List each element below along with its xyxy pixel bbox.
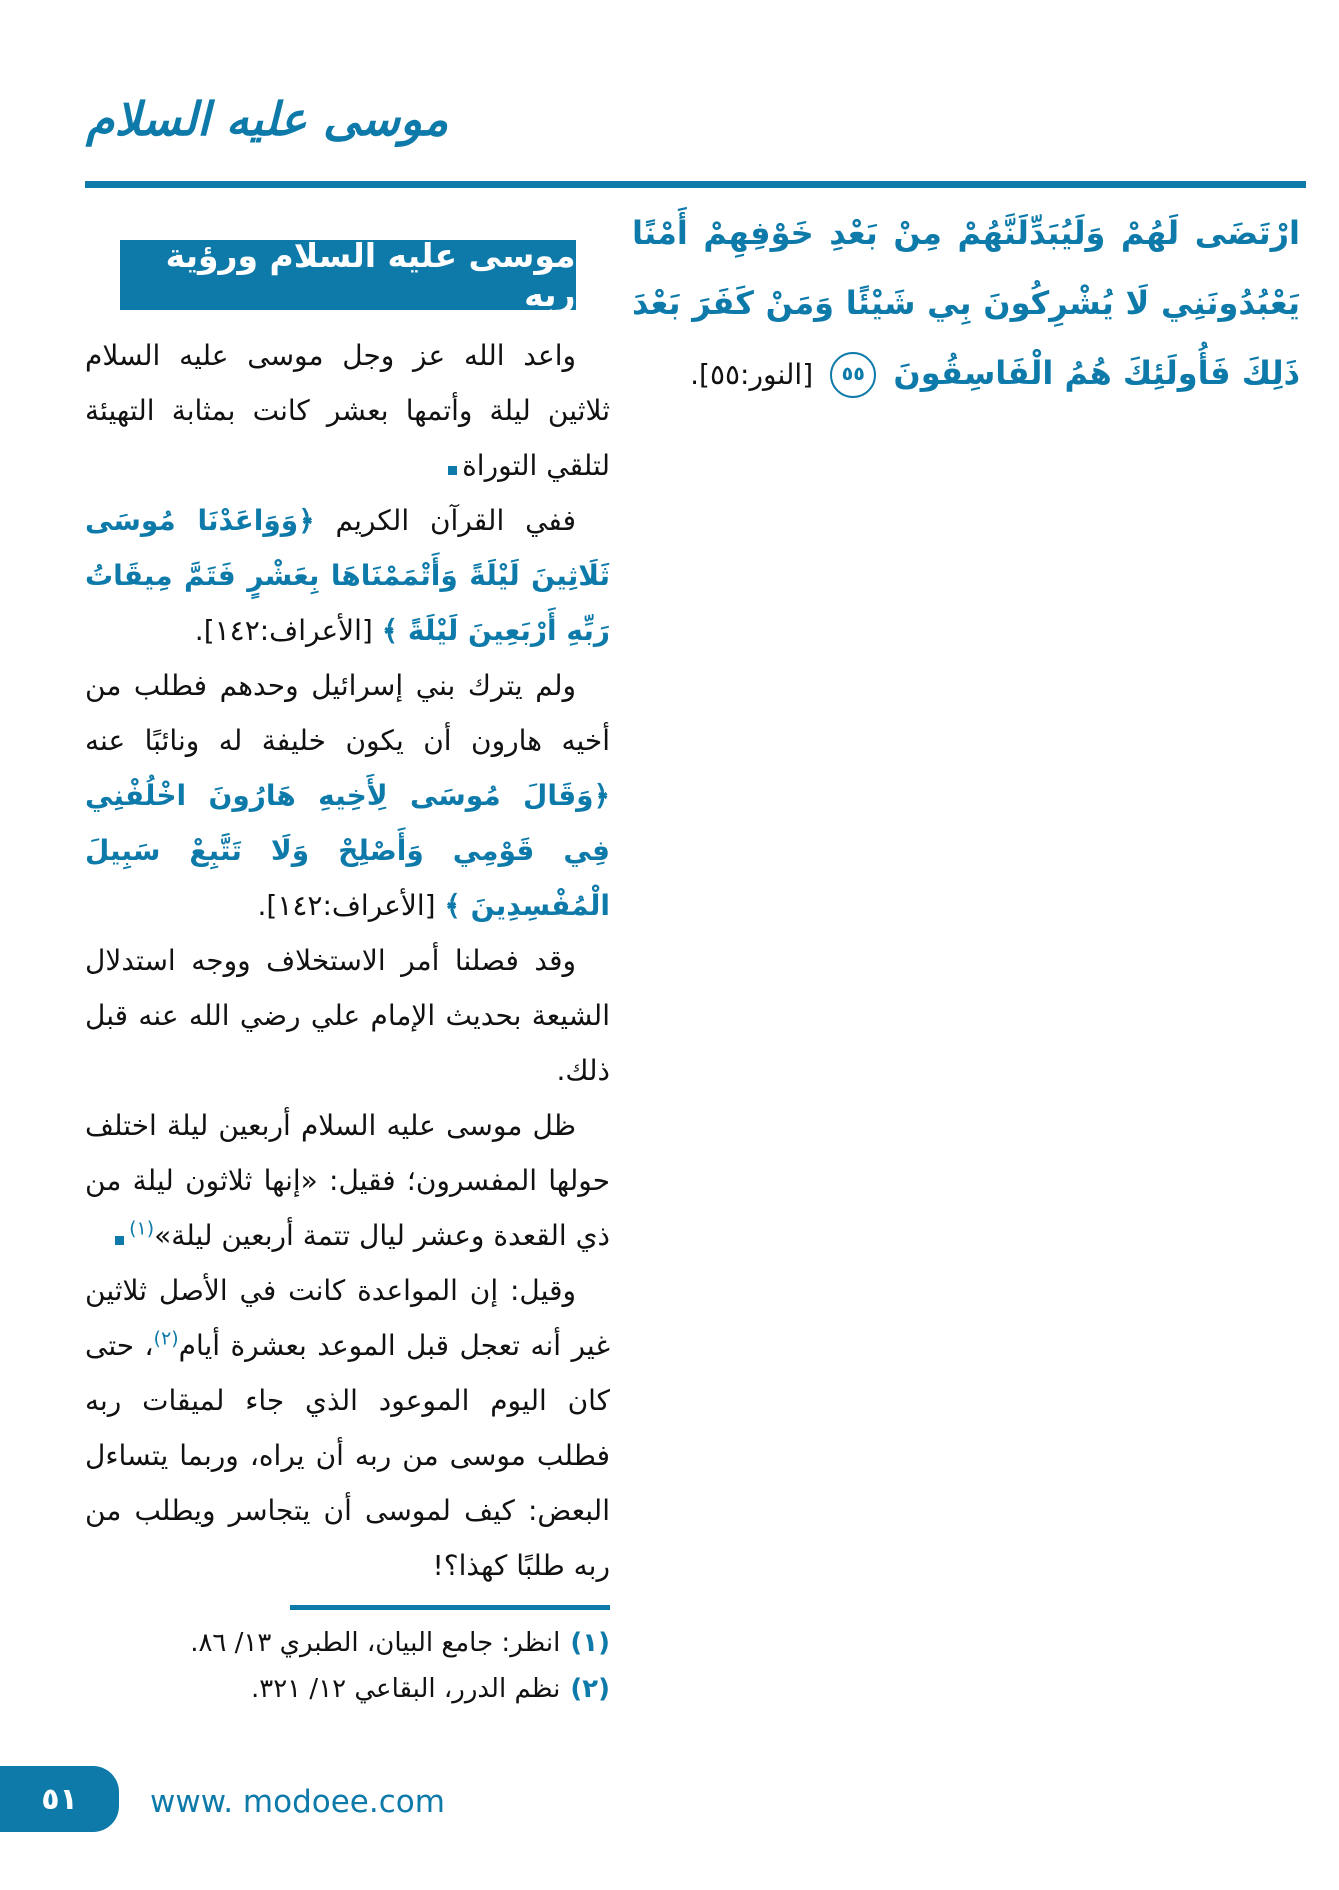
- quran-quote: ﴿وَقَالَ مُوسَى لِأَخِيهِ هَارُونَ اخْلُفْنِي فِي قَوْمِي وَأَصْلِحْ وَلَا تَتَّبِعْ سَبِيلَ الْمُفْسِدِينَ ﴾: [85, 779, 610, 922]
- paragraph-4-text: وقد فصلنا أمر الاستخلاف ووجه استدلال الشيعة بحديث الإمام علي رضي الله عنه قبل ذلك.: [85, 944, 610, 1087]
- ayah-number-badge: ٥٥: [830, 352, 876, 398]
- paragraph-3: [85, 658, 610, 933]
- blue-square-period: [448, 466, 457, 475]
- quran-verse-text: ارْتَضَى لَهُمْ وَلَيُبَدِّلَنَّهُمْ مِنْ بَعْدِ خَوْفِهِمْ أَمْنًا يَعْبُدُونَنِي لَا يُشْرِكُونَ بِي شَيْئًا وَمَنْ كَفَرَ بَعْدَ ذَلِكَ فَأُولَئِكَ هُمُ الْفَاسِقُونَ: [632, 214, 1300, 392]
- footnote-text: نظم الدرر، البقاعي ١٢/ ٣٢١.: [250, 1674, 561, 1704]
- page-number: ٥١: [41, 1781, 78, 1817]
- quran-verse-continuation: [632, 198, 1300, 410]
- section-title: موسى عليه السلام ورؤية ربه: [165, 236, 576, 314]
- site-url: www. modoee.com: [150, 1784, 445, 1820]
- paragraph-1: [85, 328, 610, 493]
- paragraph-1-text: واعد الله عز وجل موسى عليه السلام ثلاثين ليلة وأتمها بعشر كانت بمثابة التهيئة لتلقي التوراة: [85, 339, 610, 482]
- quote-reference: [الأعراف:١٤٢].: [257, 889, 445, 922]
- paragraph-2-intro: ففي القرآن الكريم: [314, 504, 576, 537]
- footnote-number: (١): [570, 1628, 610, 1658]
- paragraph-6: [85, 1263, 610, 1593]
- verse-reference: [النور:٥٥].: [690, 358, 814, 391]
- footnote-item: [85, 1666, 610, 1712]
- footnote-item: [85, 1620, 610, 1666]
- quote-reference: [الأعراف:١٤٢].: [194, 614, 382, 647]
- footnote-separator: [290, 1605, 610, 1610]
- paragraph-3-text: ولم يترك بني إسرائيل وحدهم فطلب من أخيه هارون أن يكون خليفة له ونائبًا عنه: [85, 669, 610, 757]
- footnote-number: (٢): [570, 1674, 610, 1704]
- paragraph-6-text-after: ، حتى كان اليوم الموعود الذي جاء لميقات ربه فطلب موسى من ربه أن يراه، وربما يتساءل البعض: كيف لموسى أن يتجاسر ويطلب من ربه طلبًا كهذا؟!: [85, 1329, 610, 1582]
- paragraph-5: [85, 1098, 610, 1263]
- paragraph-2: [85, 493, 610, 658]
- blue-square-period: [115, 1236, 124, 1245]
- footnotes-block: [85, 1620, 610, 1712]
- page-number-tab: [0, 1766, 119, 1832]
- section-header-box: [120, 236, 576, 314]
- header-rule: [85, 181, 1306, 188]
- main-text-column: [85, 236, 610, 1712]
- running-head-calligraphy: موسى عليه السلام: [86, 92, 449, 146]
- footnote-text: انظر: جامع البيان، الطبري ١٣/ ٨٦.: [190, 1628, 561, 1658]
- paragraph-4: [85, 933, 610, 1098]
- paragraph-5-text: ظل موسى عليه السلام أربعين ليلة اختلف حولها المفسرون؛ فقيل: «إنها ثلاثون ليلة من ذي القعدة وعشر ليال تتمة أربعين ليلة»: [85, 1109, 610, 1252]
- quran-quote: ﴿وَوَاعَدْنَا مُوسَى ثَلَاثِينَ لَيْلَةً وَأَتْمَمْنَاهَا بِعَشْرٍ فَتَمَّ مِيقَاتُ رَبِّهِ أَرْبَعِينَ لَيْلَةً ﴾: [85, 504, 610, 647]
- footnote-marker-1: (١): [129, 1217, 155, 1240]
- footnote-marker-2: (٢): [153, 1327, 179, 1350]
- paragraph-6-text-before: وقيل: إن المواعدة كانت في الأصل ثلاثين غير أنه تعجل قبل الموعد بعشرة أيام: [85, 1274, 610, 1362]
